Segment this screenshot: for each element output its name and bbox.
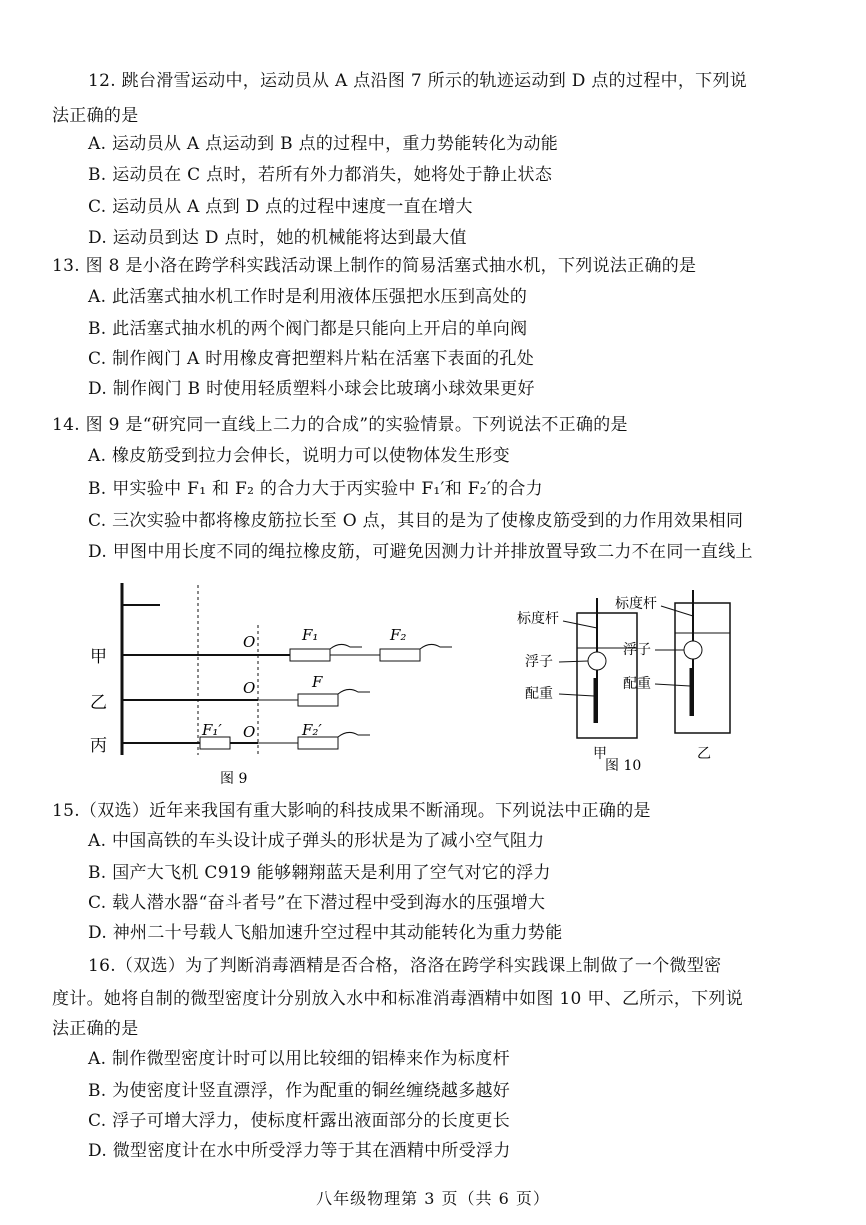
q16-option-b: B. 为使密度计竖直漂浮，作为配重的铜丝缠绕越多越好 — [88, 1081, 511, 1101]
fig10-rod-leader-right — [661, 606, 693, 616]
figure-9 — [80, 575, 470, 790]
page-footer: 八年级物理第 3 页（共 6 页） — [316, 1189, 550, 1208]
q12-stem-line1: 12. 跳台滑雪运动中，运动员从 A 点沿图 7 所示的轨迹运动到 D 点的过程中，下列说 — [88, 71, 748, 91]
q16-option-c: C. 浮子可增大浮力，使标度杆露出液面部分的长度更长 — [88, 1111, 511, 1131]
q13-option-a: A. 此活塞式抽水机工作时是利用液体压强把水压到高处的 — [88, 287, 528, 307]
figure-10 — [515, 578, 835, 778]
q12-option-c: C. 运动员从 A 点到 D 点的过程中速度一直在增大 — [88, 197, 473, 217]
q16-stem-line1: 16.（双选）为了判断消毒酒精是否合格，洛洛在跨学科实践课上制做了一个微型密 — [88, 956, 722, 976]
q13-option-d: D. 制作阀门 B 时使用轻质塑料小球会比玻璃小球效果更好 — [88, 379, 535, 399]
fig9-jia-meter1 — [290, 649, 330, 661]
fig9-jia-hand2 — [420, 644, 452, 649]
fig9-caption: 图 9 — [220, 771, 248, 787]
q15-option-c: C. 载人潜水器“奋斗者号”在下潜过程中受到海水的压强增大 — [88, 893, 546, 913]
fig10-jia-label: 甲 — [593, 746, 607, 762]
q16-stem-line3: 法正确的是 — [52, 1019, 139, 1039]
fig10-rod-label-left: 标度杆 — [517, 611, 559, 627]
fig10-float-label-right: 浮子 — [623, 642, 651, 658]
fig9-jia-meter2 — [380, 649, 420, 661]
fig9-f2p-label: F₂′ — [302, 721, 322, 739]
q12-option-a: A. 运动员从 A 点运动到 B 点的过程中，重力势能转化为动能 — [88, 134, 559, 154]
fig9-jia-o-label: O — [243, 633, 256, 651]
q15-option-b: B. 国产大飞机 C919 能够翱翔蓝天是利用了空气对它的浮力 — [88, 863, 551, 883]
fig10-rod-leader-left — [563, 621, 597, 628]
q14-stem: 14. 图 9 是“研究同一直线上二力的合成”的实验情景。下列说法不正确的是 — [52, 415, 628, 435]
fig10-yi-label: 乙 — [697, 746, 711, 762]
q16-option-d: D. 微型密度计在水中所受浮力等于其在酒精中所受浮力 — [88, 1141, 511, 1161]
fig9-jia-hand1 — [330, 644, 362, 649]
q15-option-a: A. 中国高铁的车头设计成子弹头的形状是为了减小空气阻力 — [88, 831, 545, 851]
fig9-bing-hand — [338, 732, 370, 737]
fig9-row-bing-label: 丙 — [90, 736, 107, 756]
q15-option-d: D. 神州二十号载人飞船加速升空过程中其动能转化为重力势能 — [88, 923, 563, 943]
q13-option-b: B. 此活塞式抽水机的两个阀门都是只能向上开启的单向阀 — [88, 319, 528, 339]
fig9-f2-label: F₂ — [390, 626, 407, 644]
fig10-rod-label-right: 标度杆 — [615, 596, 657, 612]
q12-option-d: D. 运动员到达 D 点时，她的机械能将达到最大值 — [88, 228, 467, 248]
fig10-yi-container — [675, 603, 730, 733]
q13-stem: 13. 图 8 是小洛在跨学科实践活动课上制作的简易活塞式抽水机，下列说法正确的是 — [52, 256, 697, 276]
q15-stem: 15.（双选）近年来我国有重大影响的科技成果不断涌现。下列说法中正确的是 — [52, 801, 651, 821]
q12-stem-line2: 法正确的是 — [52, 106, 139, 126]
fig10-float-leader-left — [559, 661, 588, 662]
fig10-yi-float — [684, 641, 702, 659]
fig10-float-label-left: 浮子 — [525, 654, 553, 670]
q14-option-a: A. 橡皮筋受到拉力会伸长，说明力可以使物体发生形变 — [88, 446, 510, 466]
fig10-weight-leader-right — [655, 684, 690, 686]
fig9-row-yi-label: 乙 — [90, 693, 107, 713]
fig9-f1-label: F₁ — [302, 626, 319, 644]
q14-option-c: C. 三次实验中都将橡皮筋拉长至 O 点，其目的是为了使橡皮筋受到的力作用效果相同 — [88, 511, 744, 531]
q16-stem-line2: 度计。她将自制的微型密度计分别放入水中和标准消毒酒精中如图 10 甲、乙所示，下列说 — [52, 989, 744, 1009]
fig9-yi-o-label: O — [243, 679, 256, 697]
fig9-yi-meter — [298, 694, 338, 706]
q16-option-a: A. 制作微型密度计时可以用比较细的铝棒来作为标度杆 — [88, 1049, 510, 1069]
fig10-weight-label-right: 配重 — [623, 676, 651, 692]
q13-option-c: C. 制作阀门 A 时用橡皮膏把塑料片粘在活塞下表面的孔处 — [88, 349, 534, 369]
q14-option-d: D. 甲图中用长度不同的绳拉橡皮筋，可避免因测力计并排放置导致二力不在同一直线上 — [88, 542, 753, 562]
fig9-f-label: F — [312, 673, 323, 691]
fig10-weight-label-left: 配重 — [525, 686, 553, 702]
fig9-yi-hand — [338, 689, 370, 694]
fig10-jia-float — [588, 652, 606, 670]
fig9-bing-o-label: O — [243, 723, 256, 741]
q14-option-b: B. 甲实验中 F₁ 和 F₂ 的合力大于丙实验中 F₁′和 F₂′的合力 — [88, 479, 543, 499]
fig9-f1p-label: F₁′ — [202, 721, 222, 739]
fig9-row-jia-label: 甲 — [90, 647, 107, 667]
fig10-caption: 图 10 — [605, 758, 642, 774]
q12-option-b: B. 运动员在 C 点时，若所有外力都消失，她将处于静止状态 — [88, 165, 553, 185]
